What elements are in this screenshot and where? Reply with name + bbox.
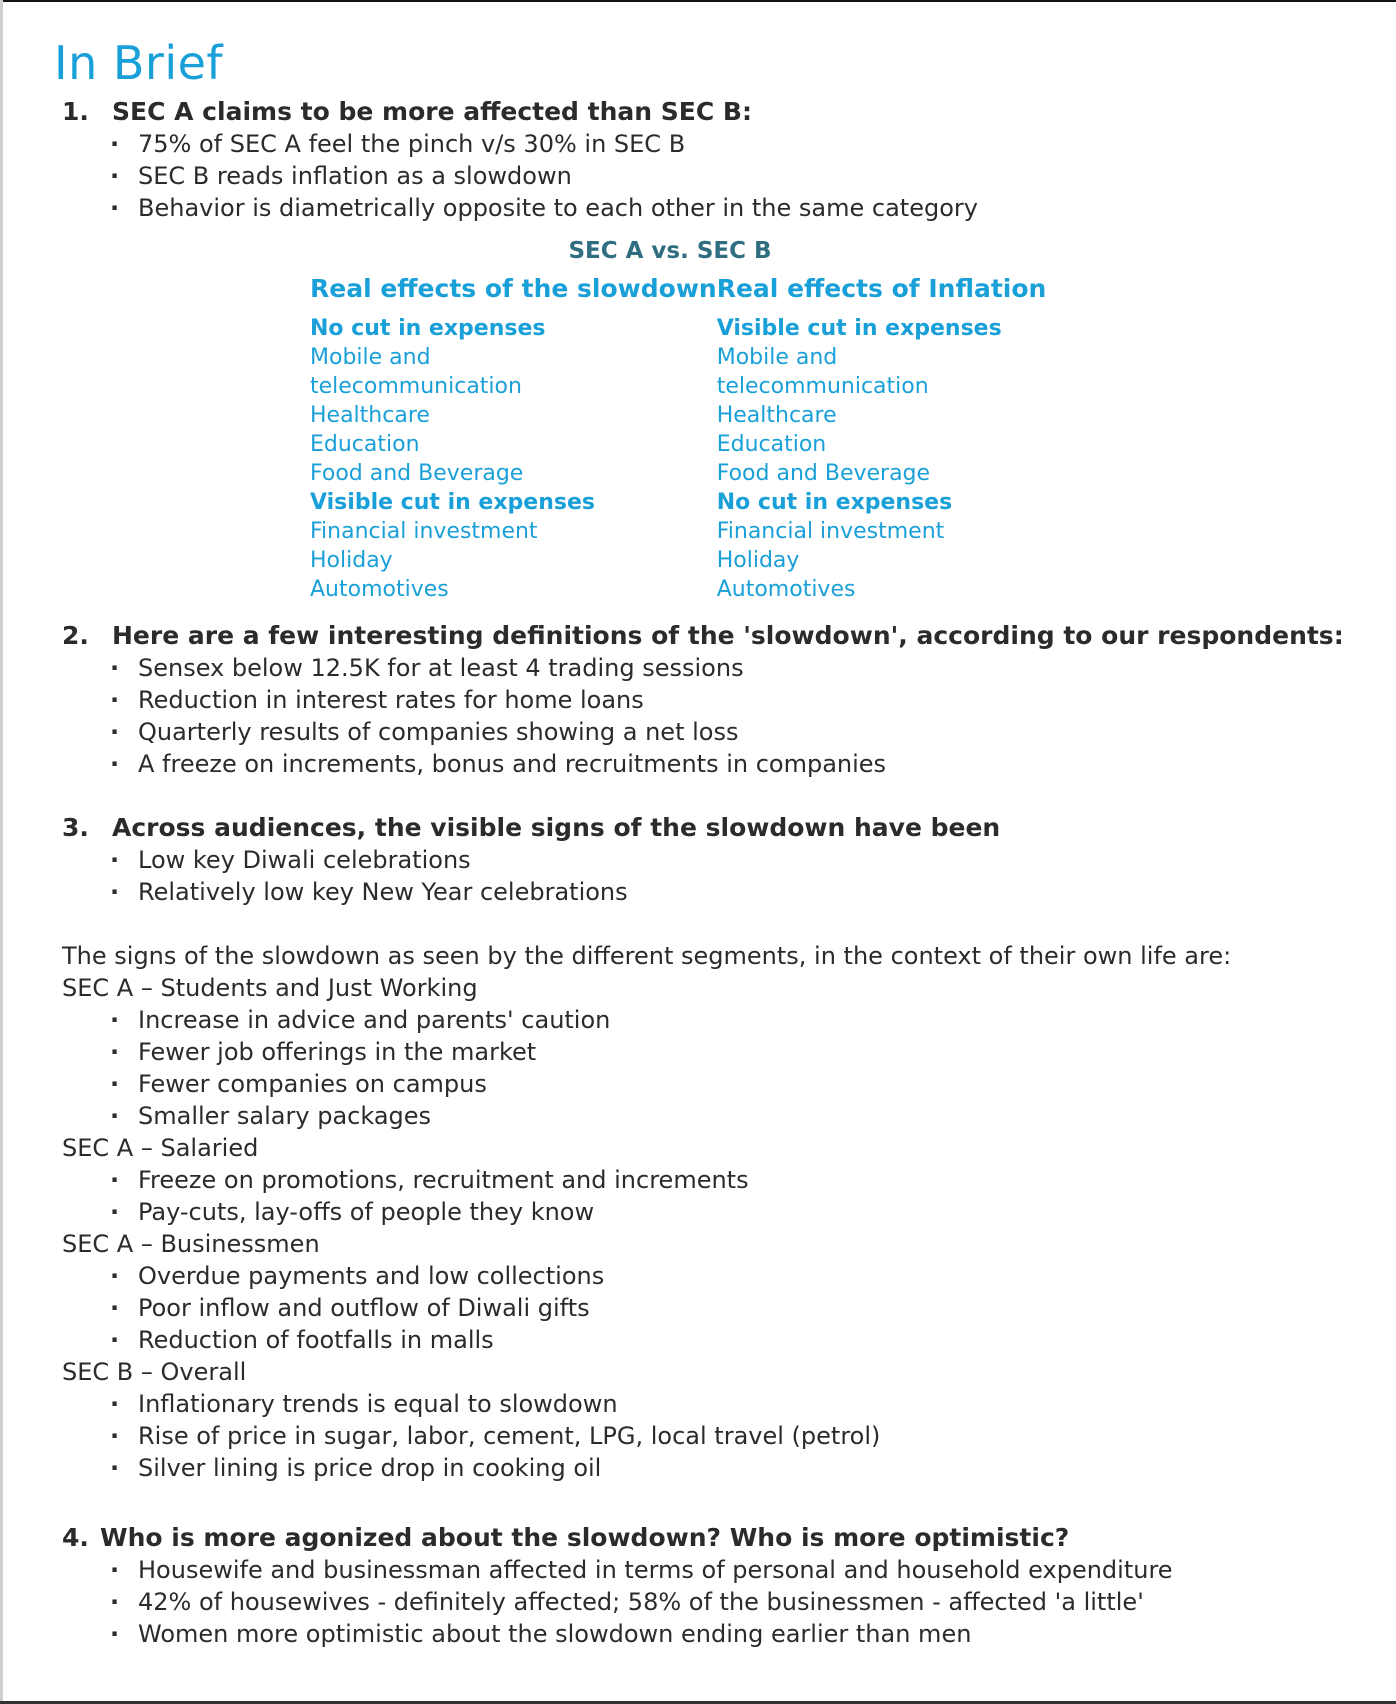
list-item: · Smaller salary packages [110, 1100, 1231, 1132]
slowdown-column [310, 272, 717, 604]
inflation-list [717, 314, 1037, 604]
section-3-bullets [62, 844, 1231, 908]
section-2-title: Here are a few interesting definitions of the 'slowdown', according to our respondents: [112, 621, 1344, 650]
section-2-number: 2. [62, 621, 89, 650]
segment-bullets [62, 1004, 1231, 1132]
page-left-edge [0, 0, 3, 1704]
section-4-bullets [62, 1554, 1173, 1650]
list-item: · Fewer companies on campus [110, 1068, 1231, 1100]
list-item: · Quarterly results of companies showing a net loss [110, 716, 1344, 748]
section-1-number: 1. [62, 97, 89, 126]
segments-intro: The signs of the slowdown as seen by the different segments, in the context of their own life are: [62, 942, 1232, 970]
comparison-item: Mobile and [716, 345, 838, 370]
comparison-item: No cut in expenses [716, 490, 953, 515]
segment-label: SEC B – Overall [62, 1358, 247, 1386]
comparison-item: Education [310, 432, 420, 457]
list-item: · Behavior is diametrically opposite to each other in the same category [110, 192, 978, 224]
list-item: · Rise of price in sugar, labor, cement, LPG, local travel (petrol) [110, 1420, 1231, 1452]
section-2 [62, 620, 1344, 780]
list-item: · Sensex below 12.5K for at least 4 trading sessions [110, 652, 1344, 684]
list-item: · Housewife and businessman affected in terms of personal and household expenditure [110, 1554, 1173, 1586]
list-item: · Low key Diwali celebrations [110, 844, 1231, 876]
section-1-bullets [62, 128, 978, 224]
comparison-title: SEC A vs. SEC B [568, 238, 772, 264]
slowdown-column-heading: Real effects of the slowdown [310, 274, 717, 303]
list-item: · Reduction in interest rates for home loans [110, 684, 1344, 716]
list-item: · Women more optimistic about the slowdown ending earlier than men [110, 1618, 1173, 1650]
comparison-item: Automotives [310, 577, 449, 602]
comparison-item: Healthcare [310, 403, 430, 428]
comparison-item: Food and Beverage [716, 461, 931, 486]
list-item: · Silver lining is price drop in cooking oil [110, 1452, 1231, 1484]
list-item: · SEC B reads inflation as a slowdown [110, 160, 978, 192]
list-item: · Reduction of footfalls in malls [110, 1324, 1231, 1356]
section-2-bullets [62, 652, 1344, 780]
list-item: · 75% of SEC A feel the pinch v/s 30% in SEC B [110, 128, 978, 160]
comparison-item: Holiday [716, 548, 800, 573]
inflation-column [716, 272, 1047, 604]
comparison-block [310, 238, 1047, 604]
section-1 [62, 96, 978, 224]
section-4-number: 4. [62, 1523, 89, 1552]
section-4-title: Who is more agonized about the slowdown? Who is more optimistic? [100, 1523, 1070, 1552]
section-3 [62, 812, 1231, 1484]
list-item: · A freeze on increments, bonus and recruitments in companies [110, 748, 1344, 780]
comparison-item: Education [716, 432, 827, 457]
segment-label: SEC A – Students and Just Working [62, 974, 478, 1002]
list-item: · Pay-cuts, lay-offs of people they know [110, 1196, 1231, 1228]
segment-bullets [62, 1388, 1231, 1484]
comparison-item: telecommunication [310, 374, 522, 399]
comparison-item: Financial investment [310, 519, 538, 544]
comparison-item: Automotives [716, 577, 856, 602]
comparison-item: telecommunication [716, 374, 929, 399]
section-4-heading [62, 1522, 1173, 1554]
list-item: · Relatively low key New Year celebrations [110, 876, 1231, 908]
segment-bullets [62, 1164, 1231, 1228]
inflation-column-heading: Real effects of Inflation [716, 274, 1047, 303]
comparison-item: Visible cut in expenses [716, 316, 1002, 341]
section-3-heading [62, 812, 1231, 844]
list-item: · 42% of housewives - definitely affected; 58% of the businessmen - affected 'a little' [110, 1586, 1173, 1618]
section-1-heading [62, 96, 978, 128]
segment-bullets [62, 1260, 1231, 1356]
section-3-number: 3. [62, 813, 89, 842]
segment-label: SEC A – Businessmen [62, 1230, 320, 1258]
slowdown-list [310, 314, 717, 604]
comparison-item: Visible cut in expenses [310, 490, 595, 515]
comparison-item: Food and Beverage [310, 461, 524, 486]
comparison-item: Mobile and [310, 345, 431, 370]
page-top-edge [0, 0, 1396, 2]
list-item: · Inflationary trends is equal to slowdown [110, 1388, 1231, 1420]
comparison-item: Financial investment [716, 519, 945, 544]
comparison-item: Holiday [310, 548, 393, 573]
list-item: · Freeze on promotions, recruitment and increments [110, 1164, 1231, 1196]
page-title: In Brief [54, 36, 224, 90]
list-item: · Overdue payments and low collections [110, 1260, 1231, 1292]
section-1-title: SEC A claims to be more affected than SEC B: [112, 97, 752, 126]
comparison-item: Healthcare [716, 403, 837, 428]
section-3-title: Across audiences, the visible signs of the slowdown have been [112, 813, 1001, 842]
section-2-heading [62, 620, 1344, 652]
list-item: · Fewer job offerings in the market [110, 1036, 1231, 1068]
list-item: · Poor inflow and outflow of Diwali gifts [110, 1292, 1231, 1324]
segment-label: SEC A – Salaried [62, 1134, 259, 1162]
section-4 [62, 1522, 1173, 1650]
list-item: · Increase in advice and parents' caution [110, 1004, 1231, 1036]
comparison-item: No cut in expenses [310, 316, 546, 341]
